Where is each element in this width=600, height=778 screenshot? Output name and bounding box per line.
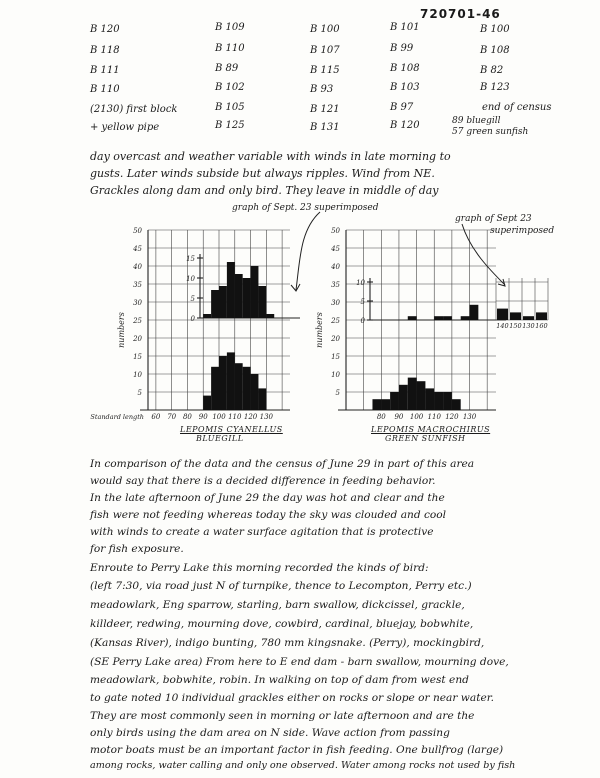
- census-cell: B 101: [390, 22, 420, 33]
- y-tick-label: 20: [331, 335, 340, 343]
- histogram-bar: [381, 399, 390, 410]
- y-tick-label: 15: [331, 353, 340, 361]
- histogram-bar: [434, 392, 443, 410]
- y-tick-label: 10: [331, 371, 340, 379]
- inset-y-tick-label: 5: [190, 295, 195, 303]
- y-tick-label: 40: [133, 263, 142, 271]
- inset-y-tick-label: 0: [360, 317, 365, 325]
- census-cell: B 108: [390, 63, 420, 74]
- census-cell: B 107: [310, 45, 340, 56]
- note-line: motor boats must be an important factor in fish feeding. One bullfrog (large): [90, 744, 504, 756]
- y-tick-label: 50: [133, 227, 142, 235]
- census-cell: B 123: [480, 82, 510, 93]
- extension-bar: [523, 316, 534, 320]
- note-line: for fish exposure.: [90, 543, 184, 555]
- census-cell: B 102: [215, 82, 245, 93]
- arrow-head: [291, 284, 300, 291]
- inset-bar: [408, 316, 417, 320]
- census-cell: (2130) first block: [90, 104, 178, 115]
- census-cell: B 82: [480, 65, 504, 76]
- inset-bar: [227, 262, 235, 318]
- inset-bar: [461, 316, 470, 320]
- y-tick-label: 45: [331, 245, 340, 253]
- x-tick-label: 80: [182, 413, 192, 421]
- histogram-bar: [390, 392, 399, 410]
- inset-bar: [266, 314, 274, 318]
- y-tick-label: 40: [331, 263, 340, 271]
- census-cell: B 125: [215, 120, 245, 131]
- x-tick-label: 90: [198, 413, 208, 421]
- extension-bar: [510, 312, 521, 320]
- histogram-bar: [452, 399, 461, 410]
- extension-bar: [497, 309, 508, 320]
- x-tick-label: 60: [151, 413, 161, 421]
- census-cell: B 93: [310, 84, 334, 95]
- inset-y-tick-label: 0: [190, 315, 195, 323]
- inset-bar: [434, 316, 443, 320]
- inset-y-tick-label: 10: [186, 275, 195, 283]
- x-axis-label: Standard length: [90, 413, 144, 421]
- extension-tick-label: 140: [496, 322, 509, 330]
- histogram-bar: [227, 352, 235, 410]
- inset-bar: [219, 286, 227, 318]
- census-cell: B 111: [90, 65, 120, 76]
- histogram-bar: [258, 388, 266, 410]
- census-cell: B 131: [310, 122, 340, 133]
- note-line: with winds to create a water surface agitation that is protective: [90, 526, 434, 538]
- histogram-bar: [251, 374, 259, 410]
- extension-tick-label: 160: [535, 322, 548, 330]
- note-line: fish were not feeding whereas today the sky was clouded and cool: [90, 509, 447, 521]
- right-chart-annotation: superimposed: [490, 226, 555, 236]
- census-extra: 57 green sunfish: [452, 127, 529, 137]
- histogram-bar: [219, 356, 227, 410]
- y-tick-label: 10: [133, 371, 142, 379]
- inset-y-tick-label: 15: [186, 255, 195, 263]
- inset-bar: [235, 274, 243, 318]
- inset-bar: [203, 314, 211, 318]
- y-axis-label: numbers: [315, 312, 324, 348]
- y-tick-label: 5: [137, 389, 142, 397]
- x-tick-label: 100: [212, 413, 226, 421]
- document-id: 720701-46: [420, 7, 501, 21]
- x-tick-label: 70: [167, 413, 177, 421]
- right-chart-title: LEPOMIS MACROCHIRUS: [371, 425, 491, 434]
- histogram-bar: [372, 399, 381, 410]
- note-line: They are most commonly seen in morning or late afternoon and are the: [90, 710, 475, 722]
- inset-bar: [443, 316, 452, 320]
- y-tick-label: 35: [133, 281, 142, 289]
- y-tick-label: 35: [331, 281, 340, 289]
- inset-bar: [211, 290, 219, 318]
- inset-y-tick-label: 5: [360, 298, 365, 306]
- census-cell: B 89: [215, 63, 239, 74]
- note-line: would say that there is a decided difference in feeding behavior.: [90, 475, 436, 487]
- histogram-bar: [443, 392, 452, 410]
- right-chart-subtitle: GREEN SUNFISH: [385, 434, 466, 443]
- note-line: to gate noted 10 individual grackles either on rocks or slope or near water.: [90, 692, 494, 704]
- census-cell: B 118: [90, 45, 120, 56]
- extension-tick-label: 130: [522, 322, 535, 330]
- note-line: among rocks, water calling and only one observed. Water among rocks not used by fish: [90, 760, 516, 771]
- x-tick-label: 120: [243, 413, 258, 421]
- histogram-bar: [235, 363, 243, 410]
- note-line: (Kansas River), indigo bunting, 780 mm kingsnake. (Perry), mockingbird,: [90, 637, 485, 649]
- census-cell: B 103: [390, 82, 420, 93]
- note-line: meadowlark, Eng sparrow, starling, barn swallow, dickcissel, grackle,: [90, 599, 465, 611]
- census-cell: 89 bluegill: [452, 116, 501, 126]
- y-tick-label: 30: [133, 299, 142, 307]
- census-cell: B 108: [480, 45, 510, 56]
- x-tick-label: 80: [376, 413, 386, 421]
- y-tick-label: 15: [133, 353, 142, 361]
- left-chart-annotation: graph of Sept. 23 superimposed: [232, 203, 379, 213]
- census-cell: B 110: [215, 43, 245, 54]
- x-tick-label: 130: [259, 413, 274, 421]
- right-chart-annotation: graph of Sept 23: [455, 214, 532, 224]
- note-line: Enroute to Perry Lake this morning recorded the kinds of bird:: [90, 562, 429, 574]
- y-tick-label: 30: [331, 299, 340, 307]
- note-line: In the late afternoon of June 29 the day was hot and clear and the: [90, 492, 445, 504]
- note-line: (left 7:30, via road just N of turnpike, thence to Lecompton, Perry etc.): [90, 580, 472, 592]
- census-cell: B 115: [310, 65, 340, 76]
- note-line: (SE Perry Lake area) From here to E end dam - barn swallow, mourning dove,: [90, 656, 509, 668]
- census-cell: B 120: [90, 24, 120, 35]
- y-axis-label: numbers: [117, 312, 126, 348]
- note-line: In comparison of the data and the census of June 29 in part of this area: [90, 458, 475, 470]
- inset-bar: [251, 266, 259, 318]
- x-tick-label: 120: [445, 413, 459, 421]
- note-line: only birds using the dam area on N side. Wave action from passing: [90, 727, 450, 739]
- census-cell: B 120: [390, 120, 420, 131]
- y-tick-label: 20: [133, 335, 142, 343]
- census-cell: B 99: [390, 43, 414, 54]
- inset-bar: [258, 286, 266, 318]
- census-cell: B 100: [310, 24, 340, 35]
- census-cell: end of census: [482, 102, 552, 113]
- inset-bar: [243, 278, 251, 318]
- y-tick-label: 45: [133, 245, 142, 253]
- histogram-bar: [408, 378, 417, 410]
- census-cell: B 100: [480, 24, 510, 35]
- histogram-bar: [211, 367, 219, 410]
- census-cell: B 110: [90, 84, 120, 95]
- extension-bar: [536, 312, 547, 320]
- histogram-bar: [425, 388, 434, 410]
- y-tick-label: 50: [331, 227, 340, 235]
- inset-bar: [470, 305, 479, 320]
- census-cell: + yellow pipe: [90, 122, 160, 133]
- y-tick-label: 25: [133, 317, 142, 325]
- extension-tick-label: 150: [509, 322, 522, 330]
- x-tick-label: 130: [462, 413, 477, 421]
- y-tick-label: 5: [335, 389, 340, 397]
- arrow-head: [498, 279, 505, 286]
- census-cell: B 97: [390, 102, 414, 113]
- x-tick-label: 110: [427, 413, 441, 421]
- weather-line: gusts. Later winds subside but always ripples. Wind from NE.: [90, 167, 435, 180]
- histogram-bar: [243, 367, 251, 410]
- left-chart-subtitle: BLUEGILL: [196, 434, 244, 443]
- annotation-arrow: [462, 224, 505, 285]
- census-cell: B 105: [215, 102, 245, 113]
- y-tick-label: 25: [331, 317, 340, 325]
- census-cell: B 109: [215, 22, 245, 33]
- histogram-bar: [417, 381, 426, 410]
- note-line: meadowlark, bobwhite, robin. In walking on top of dam from west end: [90, 674, 469, 686]
- inset-y-tick-label: 10: [356, 279, 365, 287]
- x-tick-label: 110: [228, 413, 242, 421]
- weather-line: day overcast and weather variable with winds in late morning to: [90, 150, 451, 163]
- census-cell: B 121: [310, 104, 340, 115]
- histogram-bar: [203, 396, 211, 410]
- x-tick-label: 100: [409, 413, 424, 421]
- histogram-bar: [399, 385, 408, 410]
- x-tick-label: 90: [394, 413, 404, 421]
- left-chart-title: LEPOMIS CYANELLUS: [180, 425, 283, 434]
- weather-line: Grackles along dam and only bird. They leave in middle of day: [90, 184, 439, 197]
- annotation-arrow: [296, 212, 320, 290]
- note-line: killdeer, redwing, mourning dove, cowbird, cardinal, bluejay, bobwhite,: [90, 618, 474, 630]
